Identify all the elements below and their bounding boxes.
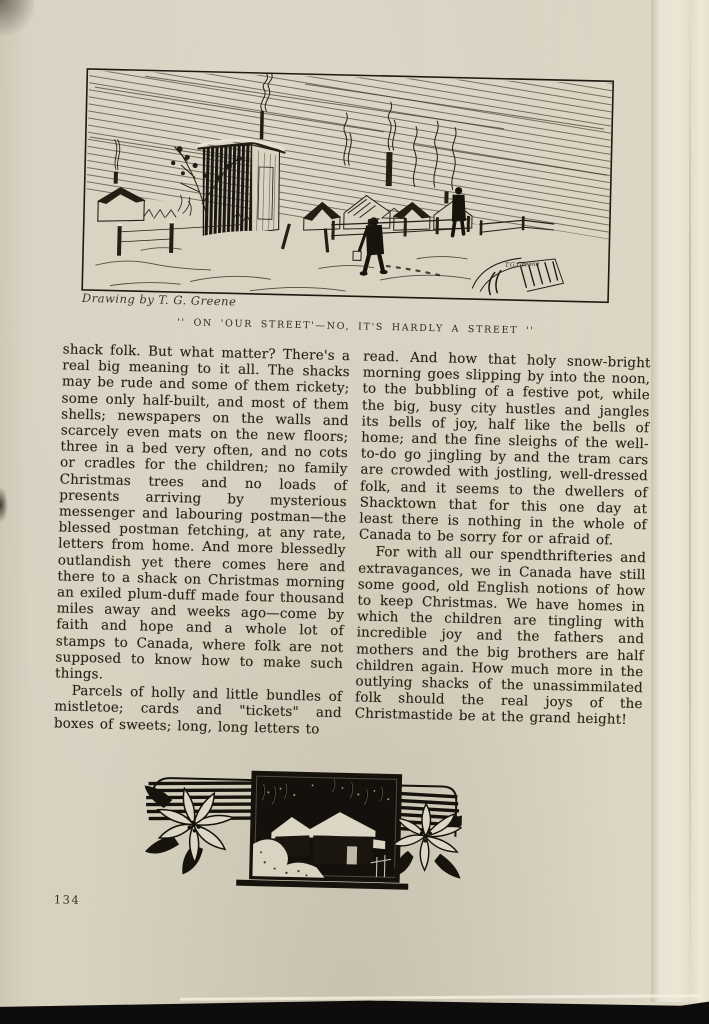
corner-bracket-left bbox=[152, 778, 254, 796]
page-number: 134 bbox=[53, 892, 81, 907]
right-column bbox=[354, 349, 651, 746]
illustration-caption: '' ON 'OUR STREET'—NO, IT'S HARDLY A STREET '' bbox=[177, 317, 535, 337]
paragraph: read. And how that holy snow-bright morning goes slipping by into the noon, to the bubbling of a festive pot, while the big, busy city hustles and jangles its bells of joy, half like the bells of home; and the fine sleighs of the well-to-do go jingling by and the tram cars are crowded with jostling, well-dressed folk, and it seems to the dwellers of Shacktown that for this one day at least there is nothing in the whole of Canada to be sorry for or afraid of. bbox=[358, 348, 651, 549]
paragraph: Parcels of holly and little bundles of mistletoe; cards and "tickets" and boxes of sweets; long, long letters to bbox=[53, 683, 343, 738]
artist-signature: T.G.Greene bbox=[504, 260, 540, 269]
poinsettia-left bbox=[142, 785, 234, 875]
paragraph: shack folk. But what matter? There's a real big meaning to it all. The shacks may be rude and some of them rickety; some only half-built, and most of them shells; newspapers on the walls and scarcely even mats on the new floors; three in a bed very often, and no cots or cradles for the children; no family Christmas trees and no loads of presents arriving by mysterious messenger and labouring postman—the blessed postman fetching, at any rate, letters from home. And more blessedly outlandish yet there comes here and there to a shack on Christmas morning an exiled plum-duff made four thousand miles away and weeks ago—come by faith and hope and a whole lot of stamps to Canada, where folk are not supposed to know how to make such things. bbox=[54, 341, 351, 683]
street-drawing-illustration bbox=[80, 66, 615, 306]
paragraph: For with all our spendthrifteries and extravagances, we in Canada have still some good, old English notions of how to keep Christmas. We have homes in which the children are tingling with incredible joy and the fathers and mothers and the big brothers are half children again. How much more in the outlying shacks of the unassimmilated folk should the real joys of the Christmastide be at the grand height! bbox=[354, 544, 647, 729]
article-columns bbox=[54, 341, 651, 745]
snow-village-photo bbox=[236, 772, 411, 890]
left-column bbox=[54, 341, 351, 738]
corner-shadow bbox=[0, 0, 34, 40]
illustration-credit: Drawing by T. G. Greene bbox=[81, 290, 237, 309]
christmas-ornament-graphic bbox=[140, 767, 463, 901]
